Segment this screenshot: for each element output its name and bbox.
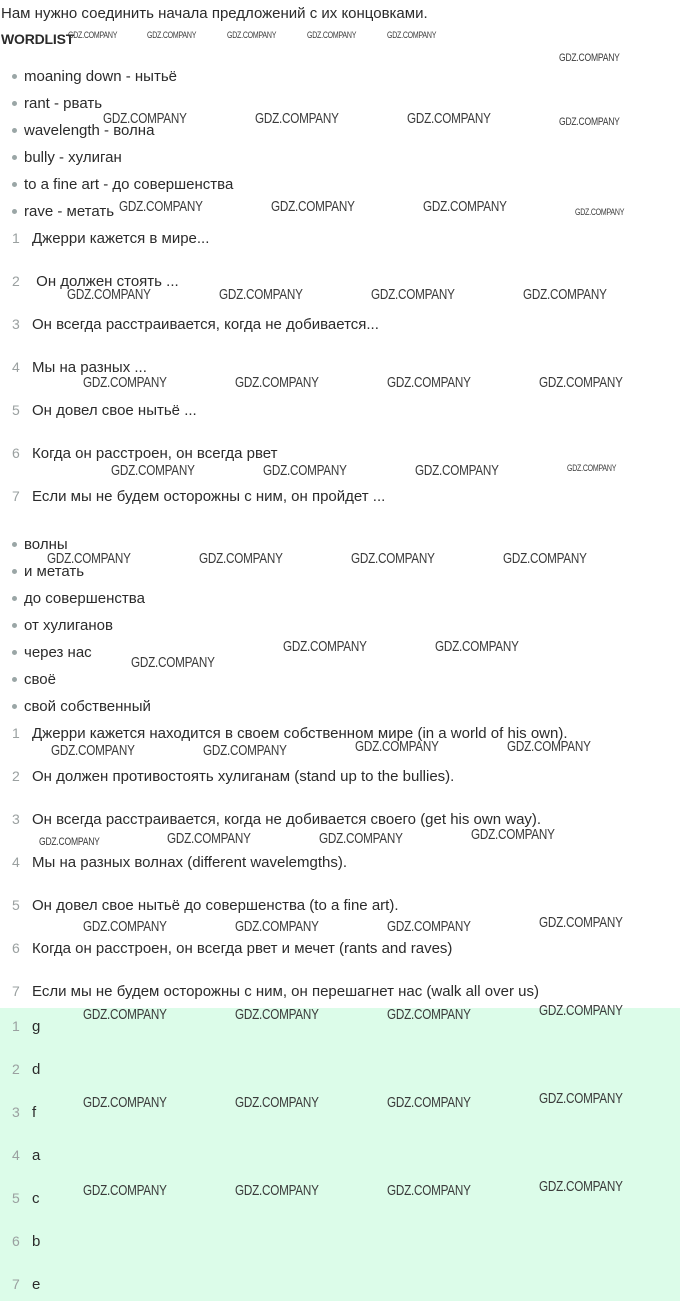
- bullet-dot: [12, 155, 17, 160]
- watermark: GDZ.COMPANY: [83, 918, 167, 935]
- watermark: GDZ.COMPANY: [435, 638, 519, 655]
- watermark: GDZ.COMPANY: [235, 1182, 319, 1199]
- beginning-item: 1 Джерри кажется в мире...: [12, 230, 210, 247]
- bullet-dot: [12, 569, 17, 574]
- watermark: GDZ.COMPANY: [539, 1178, 623, 1195]
- ending-item: до совершенства: [12, 590, 145, 607]
- watermark: GDZ.COMPANY: [51, 742, 135, 759]
- wordlist-title: WORDLIST: [1, 31, 75, 47]
- watermark: GDZ.COMPANY: [371, 286, 455, 303]
- watermark: GDZ.COMPANY: [235, 1094, 319, 1111]
- watermark: GDZ.COMPANY: [387, 374, 471, 391]
- watermark: GDZ.COMPANY: [83, 1006, 167, 1023]
- watermark: GDZ.COMPANY: [67, 286, 151, 303]
- translation-item: 7 Если мы не будем осторожны с ним, он перешагнет нас (walk all over us): [12, 983, 539, 1000]
- wordlist-item: to a fine art - до совершенства: [12, 176, 233, 193]
- watermark: GDZ.COMPANY: [227, 30, 277, 40]
- answer-item: 7 e: [12, 1276, 41, 1293]
- bullet-dot: [12, 209, 17, 214]
- answers-background: [0, 1008, 680, 1301]
- watermark: GDZ.COMPANY: [219, 286, 303, 303]
- watermark: GDZ.COMPANY: [407, 110, 491, 127]
- watermark: GDZ.COMPANY: [39, 836, 100, 848]
- watermark: GDZ.COMPANY: [83, 1182, 167, 1199]
- beginning-item: 5 Он довел свое нытьё ...: [12, 402, 197, 419]
- watermark: GDZ.COMPANY: [567, 463, 617, 473]
- answer-item: 3 f: [12, 1104, 37, 1121]
- watermark: GDZ.COMPANY: [199, 550, 283, 567]
- ending-item: и метать: [12, 563, 84, 580]
- ending-item: через нас: [12, 644, 92, 661]
- beginning-item: 7 Если мы не будем осторожны с ним, он пройдет ...: [12, 488, 386, 505]
- bullet-dot: [12, 128, 17, 133]
- beginning-item: 4 Мы на разных ...: [12, 359, 147, 376]
- bullet-dot: [12, 74, 17, 79]
- wordlist-item: rave - метать: [12, 203, 114, 220]
- watermark: GDZ.COMPANY: [147, 30, 197, 40]
- wordlist-item: moaning down - нытьё: [12, 68, 177, 85]
- bullet-dot: [12, 101, 17, 106]
- watermark: GDZ.COMPANY: [283, 638, 367, 655]
- watermark: GDZ.COMPANY: [263, 462, 347, 479]
- wordlist-item: rant - рвать: [12, 95, 102, 112]
- answer-item: 5 c: [12, 1190, 40, 1207]
- translation-item: 6 Когда он расстроен, он всегда рвет и мечет (rants and raves): [12, 940, 453, 957]
- watermark: GDZ.COMPANY: [415, 462, 499, 479]
- bullet-dot: [12, 677, 17, 682]
- watermark: GDZ.COMPANY: [503, 550, 587, 567]
- bullet-dot: [12, 704, 17, 709]
- watermark: GDZ.COMPANY: [131, 654, 215, 671]
- watermark: GDZ.COMPANY: [103, 110, 187, 127]
- translation-item: 4 Мы на разных волнах (different wavelemgths).: [12, 854, 348, 871]
- wordlist-item: bully - хулиган: [12, 149, 122, 166]
- watermark: GDZ.COMPANY: [203, 742, 287, 759]
- answer-item: 1 g: [12, 1018, 41, 1035]
- watermark: GDZ.COMPANY: [523, 286, 607, 303]
- watermark: GDZ.COMPANY: [539, 1002, 623, 1019]
- watermark: GDZ.COMPANY: [387, 1094, 471, 1111]
- translation-item: 1 Джерри кажется находится в своем собственном мире (in a world of his own).: [12, 725, 568, 742]
- watermark: GDZ.COMPANY: [559, 116, 620, 128]
- bullet-dot: [12, 623, 17, 628]
- watermark: GDZ.COMPANY: [235, 918, 319, 935]
- watermark: GDZ.COMPANY: [235, 1006, 319, 1023]
- watermark: GDZ.COMPANY: [355, 738, 439, 755]
- bullet-dot: [12, 596, 17, 601]
- watermark: GDZ.COMPANY: [507, 738, 591, 755]
- watermark: GDZ.COMPANY: [119, 198, 203, 215]
- beginning-item: 3 Он всегда расстраивается, когда не добивается...: [12, 316, 379, 333]
- watermark: GDZ.COMPANY: [423, 198, 507, 215]
- watermark: GDZ.COMPANY: [471, 826, 555, 843]
- translation-item: 5 Он довел свое нытьё до совершенства (to a fine art).: [12, 897, 399, 914]
- watermark: GDZ.COMPANY: [575, 207, 625, 217]
- watermark: GDZ.COMPANY: [387, 30, 437, 40]
- answer-item: 4 a: [12, 1147, 41, 1164]
- watermark: GDZ.COMPANY: [83, 374, 167, 391]
- translation-item: 3 Он всегда расстраивается, когда не добивается своего (get his own way).: [12, 811, 542, 828]
- ending-item: от хулиганов: [12, 617, 113, 634]
- watermark: GDZ.COMPANY: [539, 914, 623, 931]
- watermark: GDZ.COMPANY: [83, 1094, 167, 1111]
- watermark: GDZ.COMPANY: [387, 1182, 471, 1199]
- watermark: GDZ.COMPANY: [539, 374, 623, 391]
- ending-item: свой собственный: [12, 698, 151, 715]
- beginning-item: 2 Он должен стоять ...: [12, 273, 179, 290]
- bullet-dot: [12, 182, 17, 187]
- watermark: GDZ.COMPANY: [111, 462, 195, 479]
- watermark: GDZ.COMPANY: [167, 830, 251, 847]
- bullet-dot: [12, 542, 17, 547]
- watermark: GDZ.COMPANY: [539, 1090, 623, 1107]
- watermark: GDZ.COMPANY: [351, 550, 435, 567]
- answer-item: 6 b: [12, 1233, 41, 1250]
- watermark: GDZ.COMPANY: [47, 550, 131, 567]
- ending-item: волны: [12, 536, 68, 553]
- watermark: GDZ.COMPANY: [307, 30, 357, 40]
- bullet-dot: [12, 650, 17, 655]
- watermark: GDZ.COMPANY: [559, 52, 620, 64]
- watermark: GDZ.COMPANY: [271, 198, 355, 215]
- watermark: GDZ.COMPANY: [255, 110, 339, 127]
- translation-item: 2 Он должен противостоять хулиганам (stand up to the bullies).: [12, 768, 455, 785]
- watermark: GDZ.COMPANY: [387, 1006, 471, 1023]
- answer-item: 2 d: [12, 1061, 41, 1078]
- beginning-item: 6 Когда он расстроен, он всегда рвет: [12, 445, 278, 462]
- watermark: GDZ.COMPANY: [68, 30, 118, 40]
- intro-text: Нам нужно соединить начала предложений с их концовками.: [1, 5, 428, 22]
- watermark: GDZ.COMPANY: [319, 830, 403, 847]
- ending-item: своё: [12, 671, 56, 688]
- watermark: GDZ.COMPANY: [387, 918, 471, 935]
- watermark: GDZ.COMPANY: [235, 374, 319, 391]
- wordlist-item: wavelength - волна: [12, 122, 154, 139]
